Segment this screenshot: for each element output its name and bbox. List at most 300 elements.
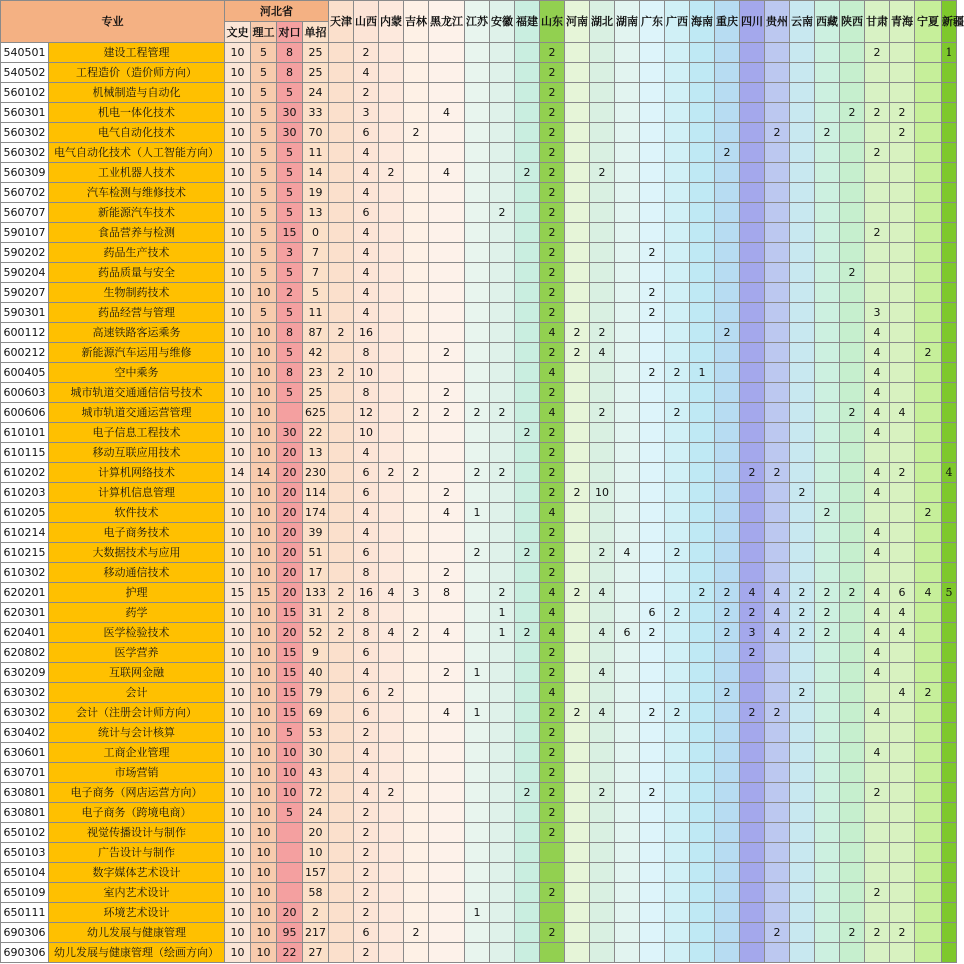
- major-code: 610214: [1, 523, 49, 543]
- province-quota-cell: 2: [429, 343, 465, 363]
- danzhao-cell: 24: [303, 83, 329, 103]
- province-quota-cell: 6: [354, 483, 379, 503]
- province-quota-cell: [665, 943, 690, 963]
- province-quota-cell: [590, 363, 615, 383]
- province-quota-cell: [540, 863, 565, 883]
- ligong-cell: 5: [251, 123, 277, 143]
- wenshi-cell: 10: [225, 863, 251, 883]
- province-quota-cell: [329, 243, 354, 263]
- danzhao-cell: 17: [303, 563, 329, 583]
- duikou-cell: 20: [277, 903, 303, 923]
- province-quota-cell: [765, 443, 790, 463]
- province-quota-cell: [590, 383, 615, 403]
- ligong-cell: 10: [251, 803, 277, 823]
- danzhao-cell: 20: [303, 823, 329, 843]
- province-quota-cell: [865, 943, 890, 963]
- province-quota-cell: [715, 383, 740, 403]
- danzhao-cell: 72: [303, 783, 329, 803]
- province-quota-cell: 2: [790, 583, 815, 603]
- province-quota-cell: [404, 563, 429, 583]
- province-quota-cell: [515, 463, 540, 483]
- table-row: [1, 403, 957, 423]
- province-quota-cell: [379, 903, 404, 923]
- province-quota-cell: [465, 143, 490, 163]
- province-quota-cell: [865, 163, 890, 183]
- major-name: 工商企业管理: [49, 743, 225, 763]
- province-quota-cell: [665, 663, 690, 683]
- danzhao-cell: 51: [303, 543, 329, 563]
- province-quota-cell: [590, 243, 615, 263]
- ligong-cell: 10: [251, 783, 277, 803]
- province-quota-cell: 8: [354, 603, 379, 623]
- wenshi-header: 文史: [225, 22, 251, 43]
- province-quota-cell: 6: [354, 683, 379, 703]
- province-quota-cell: [865, 123, 890, 143]
- wenshi-cell: 10: [225, 83, 251, 103]
- province-quota-cell: 2: [540, 243, 565, 263]
- province-quota-cell: 2: [665, 603, 690, 623]
- province-quota-cell: [640, 43, 665, 63]
- province-quota-cell: 2: [590, 323, 615, 343]
- major-name: 电子商务技术: [49, 523, 225, 543]
- province-quota-cell: 2: [640, 283, 665, 303]
- ligong-cell: 10: [251, 883, 277, 903]
- province-quota-cell: [404, 523, 429, 543]
- province-quota-cell: [329, 883, 354, 903]
- province-quota-cell: [429, 783, 465, 803]
- ligong-cell: 10: [251, 903, 277, 923]
- province-quota-cell: [740, 883, 765, 903]
- province-quota-cell: [840, 483, 865, 503]
- province-quota-cell: [840, 643, 865, 663]
- province-quota-cell: 2: [540, 783, 565, 803]
- province-quota-cell: 6: [354, 703, 379, 723]
- province-quota-cell: [790, 83, 815, 103]
- province-quota-cell: 4: [890, 623, 915, 643]
- province-quota-cell: 2: [329, 623, 354, 643]
- province-quota-cell: [790, 43, 815, 63]
- major-code: 620802: [1, 643, 49, 663]
- ligong-cell: 10: [251, 823, 277, 843]
- province-quota-cell: [429, 143, 465, 163]
- province-quota-cell: [565, 863, 590, 883]
- province-quota-cell: [815, 803, 840, 823]
- major-code: 650109: [1, 883, 49, 903]
- province-quota-cell: 3: [354, 103, 379, 123]
- province-quota-cell: 4: [865, 403, 890, 423]
- province-quota-cell: [615, 923, 640, 943]
- province-quota-cell: [715, 863, 740, 883]
- province-quota-cell: [640, 723, 665, 743]
- province-quota-cell: [429, 723, 465, 743]
- province-quota-cell: [465, 783, 490, 803]
- province-quota-cell: [865, 443, 890, 463]
- province-quota-cell: [942, 643, 957, 663]
- province-quota-cell: [465, 883, 490, 903]
- province-quota-cell: [490, 243, 515, 263]
- ligong-cell: 10: [251, 403, 277, 423]
- province-quota-cell: [379, 363, 404, 383]
- wenshi-cell: 10: [225, 743, 251, 763]
- province-quota-cell: [715, 703, 740, 723]
- province-quota-cell: [565, 823, 590, 843]
- province-quota-cell: 2: [379, 683, 404, 703]
- table-row: [1, 483, 957, 503]
- province-quota-cell: 4: [379, 583, 404, 603]
- province-quota-cell: [790, 123, 815, 143]
- province-quota-cell: [490, 223, 515, 243]
- ligong-cell: 10: [251, 343, 277, 363]
- province-quota-cell: [379, 943, 404, 963]
- wenshi-cell: 10: [225, 483, 251, 503]
- province-quota-cell: [840, 463, 865, 483]
- province-quota-cell: [615, 283, 640, 303]
- ligong-cell: 5: [251, 203, 277, 223]
- province-quota-cell: [640, 463, 665, 483]
- province-quota-cell: [890, 523, 915, 543]
- ligong-cell: 10: [251, 843, 277, 863]
- province-quota-cell: [765, 743, 790, 763]
- province-quota-cell: [715, 303, 740, 323]
- province-quota-cell: 4: [429, 163, 465, 183]
- province-quota-cell: [915, 843, 942, 863]
- major-name: 软件技术: [49, 503, 225, 523]
- province-quota-cell: [590, 743, 615, 763]
- province-quota-cell: [429, 943, 465, 963]
- table-row: [1, 883, 957, 903]
- province-quota-cell: [815, 483, 840, 503]
- province-quota-cell: 6: [890, 583, 915, 603]
- province-quota-cell: [765, 883, 790, 903]
- province-quota-cell: [329, 343, 354, 363]
- province-quota-cell: [615, 603, 640, 623]
- province-quota-cell: [840, 823, 865, 843]
- province-quota-cell: 4: [354, 503, 379, 523]
- duikou-cell: 8: [277, 63, 303, 83]
- table-row: [1, 103, 957, 123]
- province-quota-cell: [640, 103, 665, 123]
- province-quota-cell: 4: [540, 323, 565, 343]
- major-name: 药学: [49, 603, 225, 623]
- province-quota-cell: 2: [590, 783, 615, 803]
- province-quota-cell: [765, 383, 790, 403]
- province-quota-cell: [815, 943, 840, 963]
- province-quota-cell: [942, 423, 957, 443]
- province-quota-cell: [379, 83, 404, 103]
- wenshi-cell: 10: [225, 903, 251, 923]
- province-quota-cell: [515, 443, 540, 463]
- province-quota-cell: [465, 603, 490, 623]
- ligong-cell: 10: [251, 663, 277, 683]
- province-quota-cell: [515, 483, 540, 503]
- major-code: 630302: [1, 683, 49, 703]
- major-code: 620301: [1, 603, 49, 623]
- province-quota-cell: [329, 83, 354, 103]
- province-quota-cell: [690, 623, 715, 643]
- ligong-cell: 5: [251, 223, 277, 243]
- province-quota-cell: [915, 903, 942, 923]
- province-quota-cell: [715, 943, 740, 963]
- province-quota-cell: [815, 823, 840, 843]
- province-quota-cell: [490, 263, 515, 283]
- province-quota-cell: 2: [815, 503, 840, 523]
- province-quota-cell: 4: [915, 583, 942, 603]
- province-quota-cell: 6: [354, 203, 379, 223]
- province-quota-cell: [379, 603, 404, 623]
- province-quota-cell: [379, 703, 404, 723]
- province-quota-cell: [429, 203, 465, 223]
- province-quota-cell: [379, 103, 404, 123]
- province-quota-cell: 3: [404, 583, 429, 603]
- province-quota-cell: [490, 663, 515, 683]
- province-quota-cell: 4: [354, 763, 379, 783]
- danzhao-cell: 9: [303, 643, 329, 663]
- province-quota-cell: [915, 643, 942, 663]
- province-quota-cell: [615, 123, 640, 143]
- province-quota-cell: [515, 323, 540, 343]
- province-quota-cell: [665, 483, 690, 503]
- wenshi-cell: 10: [225, 723, 251, 743]
- wenshi-cell: 10: [225, 143, 251, 163]
- province-quota-cell: 2: [540, 143, 565, 163]
- province-quota-cell: 8: [354, 343, 379, 363]
- danzhao-cell: 70: [303, 123, 329, 143]
- province-quota-cell: [379, 803, 404, 823]
- province-quota-cell: [790, 443, 815, 463]
- province-quota-cell: 2: [465, 403, 490, 423]
- province-quota-cell: [615, 443, 640, 463]
- wenshi-cell: 10: [225, 683, 251, 703]
- province-quota-cell: 2: [540, 703, 565, 723]
- province-quota-cell: [515, 703, 540, 723]
- province-quota-cell: [565, 383, 590, 403]
- province-quota-cell: 8: [354, 383, 379, 403]
- province-quota-cell: [915, 623, 942, 643]
- province-quota-cell: [765, 143, 790, 163]
- province-quota-cell: [890, 783, 915, 803]
- province-quota-cell: 2: [540, 123, 565, 143]
- province-quota-cell: [840, 763, 865, 783]
- province-quota-cell: [690, 603, 715, 623]
- province-quota-cell: [429, 223, 465, 243]
- province-quota-cell: 1: [465, 663, 490, 683]
- table-row: [1, 583, 957, 603]
- province-quota-cell: [329, 783, 354, 803]
- province-quota-cell: [490, 123, 515, 143]
- province-quota-cell: [865, 283, 890, 303]
- table-row: [1, 83, 957, 103]
- wenshi-cell: 10: [225, 663, 251, 683]
- province-quota-cell: [329, 683, 354, 703]
- ligong-cell: 10: [251, 743, 277, 763]
- province-quota-cell: [890, 363, 915, 383]
- province-quota-cell: [815, 163, 840, 183]
- province-quota-cell: [665, 83, 690, 103]
- major-code: 560702: [1, 183, 49, 203]
- province-quota-cell: [890, 243, 915, 263]
- province-quota-cell: 16: [354, 583, 379, 603]
- province-quota-cell: [429, 123, 465, 143]
- province-quota-cell: [429, 303, 465, 323]
- ligong-cell: 10: [251, 943, 277, 963]
- province-quota-cell: [429, 463, 465, 483]
- province-quota-cell: [615, 203, 640, 223]
- major-name: 护理: [49, 583, 225, 603]
- province-quota-cell: [790, 103, 815, 123]
- province-quota-cell: [942, 183, 957, 203]
- province-quota-cell: [329, 523, 354, 543]
- major-name: 新能源汽车运用与维修: [49, 343, 225, 363]
- major-code: 600405: [1, 363, 49, 383]
- province-header: 广西: [665, 1, 690, 43]
- province-quota-cell: [715, 663, 740, 683]
- province-quota-cell: [690, 843, 715, 863]
- province-quota-cell: [329, 503, 354, 523]
- danzhao-cell: 230: [303, 463, 329, 483]
- province-quota-cell: 2: [640, 243, 665, 263]
- province-quota-cell: [490, 523, 515, 543]
- province-quota-cell: [329, 563, 354, 583]
- province-quota-cell: [740, 243, 765, 263]
- province-header: 陕西: [840, 1, 865, 43]
- province-quota-cell: [404, 323, 429, 343]
- province-quota-cell: [715, 103, 740, 123]
- province-quota-cell: 4: [865, 483, 890, 503]
- province-quota-cell: [915, 383, 942, 403]
- province-quota-cell: [615, 103, 640, 123]
- province-header: 重庆: [715, 1, 740, 43]
- province-quota-cell: [915, 563, 942, 583]
- province-quota-cell: [615, 243, 640, 263]
- province-quota-cell: [915, 863, 942, 883]
- major-code: 630801: [1, 803, 49, 823]
- province-quota-cell: [715, 483, 740, 503]
- province-quota-cell: [715, 43, 740, 63]
- province-quota-cell: 2: [890, 463, 915, 483]
- major-name: 生物制药技术: [49, 283, 225, 303]
- province-quota-cell: [640, 83, 665, 103]
- province-quota-cell: [942, 763, 957, 783]
- ligong-header: 理工: [251, 22, 277, 43]
- province-quota-cell: 2: [815, 123, 840, 143]
- province-quota-cell: [740, 423, 765, 443]
- province-quota-cell: [329, 543, 354, 563]
- danzhao-cell: 79: [303, 683, 329, 703]
- danzhao-cell: 31: [303, 603, 329, 623]
- province-quota-cell: [815, 443, 840, 463]
- province-quota-cell: [565, 543, 590, 563]
- province-quota-cell: [590, 123, 615, 143]
- province-quota-cell: [690, 403, 715, 423]
- province-quota-cell: [329, 703, 354, 723]
- major-code: 620401: [1, 623, 49, 643]
- province-quota-cell: 4: [354, 523, 379, 543]
- province-quota-cell: 2: [790, 683, 815, 703]
- province-quota-cell: [665, 583, 690, 603]
- danzhao-cell: 0: [303, 223, 329, 243]
- province-quota-cell: [465, 923, 490, 943]
- table-row: [1, 943, 957, 963]
- province-quota-cell: [640, 383, 665, 403]
- province-quota-cell: [740, 203, 765, 223]
- province-quota-cell: [515, 863, 540, 883]
- table-row: [1, 423, 957, 443]
- province-quota-cell: 4: [590, 623, 615, 643]
- province-quota-cell: [429, 863, 465, 883]
- province-quota-cell: [515, 803, 540, 823]
- province-quota-cell: [490, 163, 515, 183]
- danzhao-cell: 30: [303, 743, 329, 763]
- province-quota-cell: [615, 583, 640, 603]
- province-quota-cell: [590, 263, 615, 283]
- province-quota-cell: [840, 783, 865, 803]
- province-quota-cell: [404, 203, 429, 223]
- province-quota-cell: [379, 123, 404, 143]
- table-row: [1, 683, 957, 703]
- danzhao-cell: 11: [303, 303, 329, 323]
- danzhao-cell: 11: [303, 143, 329, 163]
- hebei-header: 河北省: [225, 1, 329, 22]
- danzhao-cell: 23: [303, 363, 329, 383]
- province-quota-cell: [790, 303, 815, 323]
- province-quota-cell: [515, 83, 540, 103]
- wenshi-cell: 10: [225, 803, 251, 823]
- province-quota-cell: [740, 863, 765, 883]
- province-quota-cell: [615, 403, 640, 423]
- province-quota-cell: [590, 103, 615, 123]
- province-quota-cell: [815, 643, 840, 663]
- table-row: [1, 343, 957, 363]
- province-quota-cell: [915, 743, 942, 763]
- province-quota-cell: [690, 883, 715, 903]
- wenshi-cell: 10: [225, 643, 251, 663]
- province-quota-cell: [790, 763, 815, 783]
- duikou-cell: 20: [277, 543, 303, 563]
- province-quota-cell: [515, 843, 540, 863]
- province-quota-cell: [840, 123, 865, 143]
- province-quota-cell: [915, 603, 942, 623]
- province-quota-cell: [404, 443, 429, 463]
- province-quota-cell: 2: [590, 163, 615, 183]
- province-quota-cell: 2: [740, 703, 765, 723]
- wenshi-cell: 10: [225, 303, 251, 323]
- ligong-cell: 10: [251, 423, 277, 443]
- province-quota-cell: [429, 763, 465, 783]
- province-quota-cell: [490, 303, 515, 323]
- province-quota-cell: [429, 803, 465, 823]
- table-row: [1, 543, 957, 563]
- province-quota-cell: [690, 783, 715, 803]
- province-quota-cell: [865, 903, 890, 923]
- duikou-cell: 8: [277, 43, 303, 63]
- province-quota-cell: 2: [665, 403, 690, 423]
- province-quota-cell: [815, 343, 840, 363]
- province-quota-cell: [404, 783, 429, 803]
- table-row: [1, 803, 957, 823]
- province-quota-cell: [515, 923, 540, 943]
- ligong-cell: 10: [251, 383, 277, 403]
- province-header: 安徽: [490, 1, 515, 43]
- table-row: [1, 263, 957, 283]
- province-quota-cell: [429, 363, 465, 383]
- province-quota-cell: [942, 343, 957, 363]
- province-quota-cell: [490, 643, 515, 663]
- province-quota-cell: [429, 43, 465, 63]
- major-name: 幼儿发展与健康管理: [49, 923, 225, 943]
- province-quota-cell: [865, 203, 890, 223]
- province-quota-cell: [640, 763, 665, 783]
- province-quota-cell: [404, 343, 429, 363]
